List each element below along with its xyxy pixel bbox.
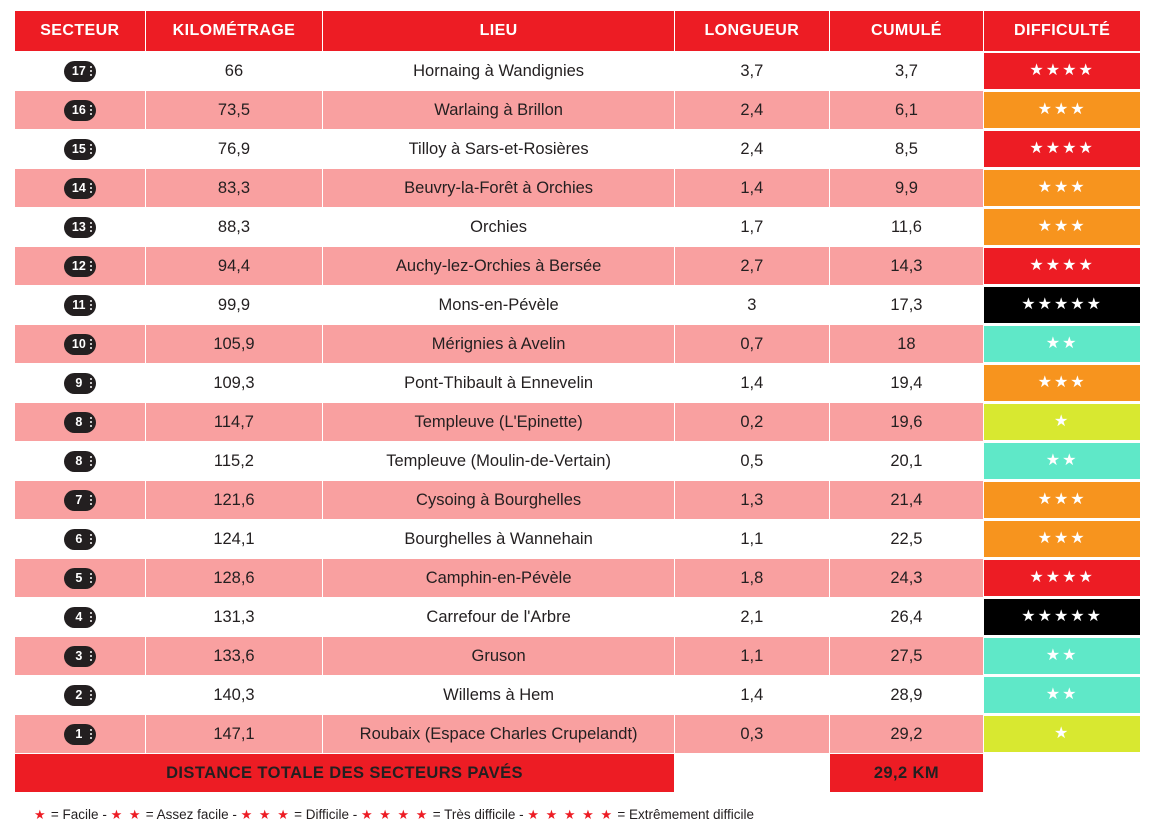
cell-cumule: 14,3 (830, 247, 984, 285)
sector-number: 9 (75, 375, 83, 390)
cell-lieu: Hornaing à Wandignies (323, 52, 674, 90)
header-row (15, 11, 1140, 51)
cell-cumule: 8,5 (830, 130, 984, 168)
cell-secteur (15, 637, 145, 675)
sector-number: 11 (72, 297, 86, 312)
legend-label: = Très difficile (428, 807, 520, 822)
legend-label: = Difficile (290, 807, 353, 822)
table-row (15, 442, 1140, 480)
sector-number-badge (64, 100, 96, 121)
difficulty-rating (984, 53, 1140, 89)
cell-difficulte (984, 286, 1140, 324)
cell-secteur (15, 598, 145, 636)
table-row (15, 598, 1140, 636)
cobble-dots-icon (90, 378, 92, 388)
star-icon-group: ★★★ (1037, 530, 1087, 547)
sector-number-badge (64, 256, 96, 277)
star-icon-group: ★ (1053, 413, 1071, 430)
legend-star-icon: ★ ★ ★ ★ ★ (527, 807, 614, 822)
difficulty-rating (984, 326, 1140, 362)
cobble-dots-icon (90, 105, 92, 115)
cell-cumule: 24,3 (830, 559, 984, 597)
cell-difficulte (984, 442, 1140, 480)
cell-cumule: 29,2 (830, 715, 984, 753)
cobble-dots-icon (90, 495, 92, 505)
sector-number-badge (64, 334, 96, 355)
cell-cumule: 11,6 (830, 208, 984, 246)
total-row (15, 754, 1140, 792)
cell-longueur: 1,7 (675, 208, 829, 246)
cell-difficulte (984, 481, 1140, 519)
sector-number: 15 (71, 141, 86, 156)
cell-lieu: Templeuve (L'Epinette) (323, 403, 674, 441)
difficulty-rating (984, 482, 1140, 518)
legend-label: = Facile (47, 807, 103, 822)
table-row (15, 52, 1140, 90)
cell-difficulte (984, 598, 1140, 636)
cell-lieu: Templeuve (Moulin-de-Vertain) (323, 442, 674, 480)
cell-longueur: 0,7 (675, 325, 829, 363)
table-row (15, 169, 1140, 207)
table-footer (15, 754, 1140, 792)
cell-longueur: 3,7 (675, 52, 829, 90)
cell-cumule: 20,1 (830, 442, 984, 480)
cell-longueur: 0,3 (675, 715, 829, 753)
table-row (15, 286, 1140, 324)
star-icon-group: ★★★ (1037, 101, 1087, 118)
cell-kilometrage: 121,6 (146, 481, 322, 519)
cobble-dots-icon (90, 339, 92, 349)
sector-number: 5 (75, 570, 83, 585)
legend-separator: - (519, 807, 528, 822)
difficulty-rating (984, 521, 1140, 557)
sector-number-badge (64, 217, 96, 238)
cell-secteur (15, 286, 145, 324)
star-icon-group: ★★★★ (1029, 62, 1095, 79)
cobble-dots-icon (90, 261, 92, 271)
sector-number: 13 (71, 219, 86, 234)
sector-number: 4 (75, 609, 83, 624)
cell-secteur (15, 130, 145, 168)
cell-longueur: 1,1 (675, 520, 829, 558)
legend-star-icon: ★ ★ ★ (240, 807, 291, 822)
table-row (15, 715, 1140, 753)
star-icon-group: ★★★ (1037, 491, 1087, 508)
cobble-dots-icon (90, 573, 92, 583)
cobble-dots-icon (90, 612, 92, 622)
cell-secteur (15, 559, 145, 597)
cell-difficulte (984, 130, 1140, 168)
cobble-dots-icon (90, 729, 92, 739)
star-icon-group: ★★★★ (1029, 140, 1095, 157)
cell-longueur: 1,3 (675, 481, 829, 519)
difficulty-rating (984, 404, 1140, 440)
cell-difficulte (984, 637, 1140, 675)
difficulty-rating (984, 638, 1140, 674)
header-secteur: SECTEUR (15, 11, 145, 51)
cell-cumule: 17,3 (830, 286, 984, 324)
cell-difficulte (984, 364, 1140, 402)
table-row (15, 481, 1140, 519)
legend-separator: - (352, 807, 361, 822)
table-row (15, 325, 1140, 363)
cell-cumule: 19,6 (830, 403, 984, 441)
difficulty-rating (984, 248, 1140, 284)
cell-lieu: Mérignies à Avelin (323, 325, 674, 363)
legend-label: = Assez facile (141, 807, 233, 822)
cell-difficulte (984, 325, 1140, 363)
cell-kilometrage: 73,5 (146, 91, 322, 129)
star-icon-group: ★★★★★ (1021, 608, 1103, 625)
cell-cumule: 6,1 (830, 91, 984, 129)
cell-kilometrage: 99,9 (146, 286, 322, 324)
sector-number-badge (64, 61, 96, 82)
difficulty-rating (984, 716, 1140, 752)
cell-kilometrage: 131,3 (146, 598, 322, 636)
cell-longueur: 1,4 (675, 676, 829, 714)
star-icon-group: ★★★ (1037, 179, 1087, 196)
header-difficulte: DIFFICULTÉ (984, 11, 1140, 51)
difficulty-rating (984, 560, 1140, 596)
header-lieu: LIEU (323, 11, 674, 51)
cell-difficulte (984, 403, 1140, 441)
difficulty-rating (984, 131, 1140, 167)
cell-longueur: 2,4 (675, 91, 829, 129)
cell-longueur: 1,1 (675, 637, 829, 675)
cell-kilometrage: 105,9 (146, 325, 322, 363)
cell-kilometrage: 66 (146, 52, 322, 90)
cell-longueur: 0,2 (675, 403, 829, 441)
star-icon-group: ★★ (1045, 647, 1079, 664)
star-icon-group: ★★★★ (1029, 569, 1095, 586)
cell-secteur (15, 442, 145, 480)
cell-secteur (15, 208, 145, 246)
sector-number-badge (64, 412, 96, 433)
cell-longueur: 2,1 (675, 598, 829, 636)
cell-cumule: 27,5 (830, 637, 984, 675)
cell-lieu: Bourghelles à Wannehain (323, 520, 674, 558)
cell-lieu: Carrefour de l'Arbre (323, 598, 674, 636)
cell-cumule: 18 (830, 325, 984, 363)
sector-number-badge (64, 568, 96, 589)
difficulty-rating (984, 209, 1140, 245)
cobble-dots-icon (90, 534, 92, 544)
difficulty-rating (984, 92, 1140, 128)
table-row (15, 247, 1140, 285)
cell-lieu: Warlaing à Brillon (323, 91, 674, 129)
cell-kilometrage: 128,6 (146, 559, 322, 597)
cell-secteur (15, 169, 145, 207)
cobble-dots-icon (90, 690, 92, 700)
cell-kilometrage: 124,1 (146, 520, 322, 558)
sector-number: 14 (71, 180, 86, 195)
cobble-dots-icon (90, 417, 92, 427)
total-value: 29,2 KM (830, 754, 984, 792)
cell-kilometrage: 133,6 (146, 637, 322, 675)
cobble-dots-icon (90, 222, 92, 232)
table-header (15, 11, 1140, 51)
cell-kilometrage: 114,7 (146, 403, 322, 441)
difficulty-rating (984, 677, 1140, 713)
sector-number-badge (64, 178, 96, 199)
difficulty-rating (984, 365, 1140, 401)
table-row (15, 520, 1140, 558)
cell-difficulte (984, 208, 1140, 246)
star-icon-group: ★★★★ (1029, 257, 1095, 274)
cobble-dots-icon (90, 456, 92, 466)
cell-difficulte (984, 169, 1140, 207)
cell-secteur (15, 91, 145, 129)
cell-lieu: Orchies (323, 208, 674, 246)
cell-lieu: Cysoing à Bourghelles (323, 481, 674, 519)
cobble-dots-icon (90, 144, 92, 154)
cell-lieu: Pont-Thibault à Ennevelin (323, 364, 674, 402)
difficulty-rating (984, 599, 1140, 635)
cell-lieu: Gruson (323, 637, 674, 675)
table-row (15, 364, 1140, 402)
sector-number: 16 (71, 102, 86, 117)
legend-separator: - (102, 807, 111, 822)
cell-difficulte (984, 715, 1140, 753)
star-icon-group: ★ (1053, 725, 1071, 742)
difficulty-legend (14, 807, 1141, 823)
sector-number-badge (64, 685, 96, 706)
sector-number-badge (64, 295, 96, 316)
sector-number-badge (64, 373, 96, 394)
cell-kilometrage: 115,2 (146, 442, 322, 480)
sector-number: 10 (71, 336, 86, 351)
cell-cumule: 28,9 (830, 676, 984, 714)
cell-secteur (15, 52, 145, 90)
table-row (15, 676, 1140, 714)
table-row (15, 91, 1140, 129)
table-row (15, 559, 1140, 597)
sector-number: 8 (75, 453, 83, 468)
cell-kilometrage: 140,3 (146, 676, 322, 714)
star-icon-group: ★★★ (1037, 218, 1087, 235)
cell-longueur: 1,4 (675, 364, 829, 402)
cell-secteur (15, 364, 145, 402)
sector-number: 12 (71, 258, 86, 273)
sector-number: 1 (75, 726, 83, 741)
cobble-dots-icon (90, 651, 92, 661)
sector-number-badge (64, 139, 96, 160)
legend-star-icon: ★ (34, 807, 48, 822)
cell-kilometrage: 88,3 (146, 208, 322, 246)
cell-difficulte (984, 52, 1140, 90)
sector-number-badge (64, 646, 96, 667)
cell-kilometrage: 76,9 (146, 130, 322, 168)
cobble-dots-icon (90, 66, 92, 76)
sector-number: 6 (75, 531, 83, 546)
cell-secteur (15, 247, 145, 285)
legend-star-icon: ★ ★ ★ ★ (361, 807, 429, 822)
table-row (15, 130, 1140, 168)
cell-lieu: Roubaix (Espace Charles Crupelandt) (323, 715, 674, 753)
cell-secteur (15, 481, 145, 519)
sector-number-badge (64, 490, 96, 511)
cobble-dots-icon (90, 300, 92, 310)
legend-star-icon: ★ ★ (110, 807, 142, 822)
sector-number: 17 (71, 63, 86, 78)
cell-cumule: 9,9 (830, 169, 984, 207)
cell-kilometrage: 109,3 (146, 364, 322, 402)
table-row (15, 208, 1140, 246)
cell-difficulte (984, 520, 1140, 558)
cell-difficulte (984, 91, 1140, 129)
sector-number-badge (64, 724, 96, 745)
sector-number-badge (64, 529, 96, 550)
sector-number: 8 (75, 414, 83, 429)
cell-kilometrage: 94,4 (146, 247, 322, 285)
star-icon-group: ★★ (1045, 335, 1079, 352)
cell-lieu: Auchy-lez-Orchies à Bersée (323, 247, 674, 285)
cell-secteur (15, 403, 145, 441)
cell-cumule: 19,4 (830, 364, 984, 402)
table-row (15, 637, 1140, 675)
total-blank-difficulte (984, 754, 1140, 792)
cell-lieu: Willems à Hem (323, 676, 674, 714)
legend-separator: - (232, 807, 241, 822)
difficulty-rating (984, 170, 1140, 206)
cell-cumule: 26,4 (830, 598, 984, 636)
sector-number-badge (64, 607, 96, 628)
legend-label: = Extrêmement difficile (613, 807, 755, 822)
cell-secteur (15, 676, 145, 714)
cell-difficulte (984, 676, 1140, 714)
cell-longueur: 0,5 (675, 442, 829, 480)
sectors-table (14, 10, 1141, 793)
cell-longueur: 1,8 (675, 559, 829, 597)
cell-secteur (15, 715, 145, 753)
cobble-dots-icon (90, 183, 92, 193)
cell-cumule: 3,7 (830, 52, 984, 90)
star-icon-group: ★★ (1045, 686, 1079, 703)
cell-kilometrage: 83,3 (146, 169, 322, 207)
total-label: DISTANCE TOTALE DES SECTEURS PAVÉS (15, 754, 674, 792)
cell-lieu: Mons-en-Pévèle (323, 286, 674, 324)
cell-lieu: Tilloy à Sars-et-Rosières (323, 130, 674, 168)
cell-difficulte (984, 559, 1140, 597)
cell-lieu: Beuvry-la-Forêt à Orchies (323, 169, 674, 207)
cell-longueur: 1,4 (675, 169, 829, 207)
cell-cumule: 21,4 (830, 481, 984, 519)
difficulty-rating (984, 443, 1140, 479)
cell-secteur (15, 325, 145, 363)
cell-cumule: 22,5 (830, 520, 984, 558)
difficulty-rating (984, 287, 1140, 323)
star-icon-group: ★★ (1045, 452, 1079, 469)
star-icon-group: ★★★ (1037, 374, 1087, 391)
sector-number: 7 (75, 492, 83, 507)
cell-secteur (15, 520, 145, 558)
header-kilometrage: KILOMÉTRAGE (146, 11, 322, 51)
cell-longueur: 2,7 (675, 247, 829, 285)
cell-longueur: 3 (675, 286, 829, 324)
star-icon-group: ★★★★★ (1021, 296, 1103, 313)
cell-longueur: 2,4 (675, 130, 829, 168)
header-longueur: LONGUEUR (675, 11, 829, 51)
sector-number: 2 (75, 687, 83, 702)
table-body (15, 52, 1140, 753)
sector-number: 3 (75, 648, 83, 663)
header-cumule: CUMULÉ (830, 11, 984, 51)
sector-number-badge (64, 451, 96, 472)
total-blank-longueur (675, 754, 829, 792)
cell-difficulte (984, 247, 1140, 285)
cell-lieu: Camphin-en-Pévèle (323, 559, 674, 597)
table-row (15, 403, 1140, 441)
cell-kilometrage: 147,1 (146, 715, 322, 753)
